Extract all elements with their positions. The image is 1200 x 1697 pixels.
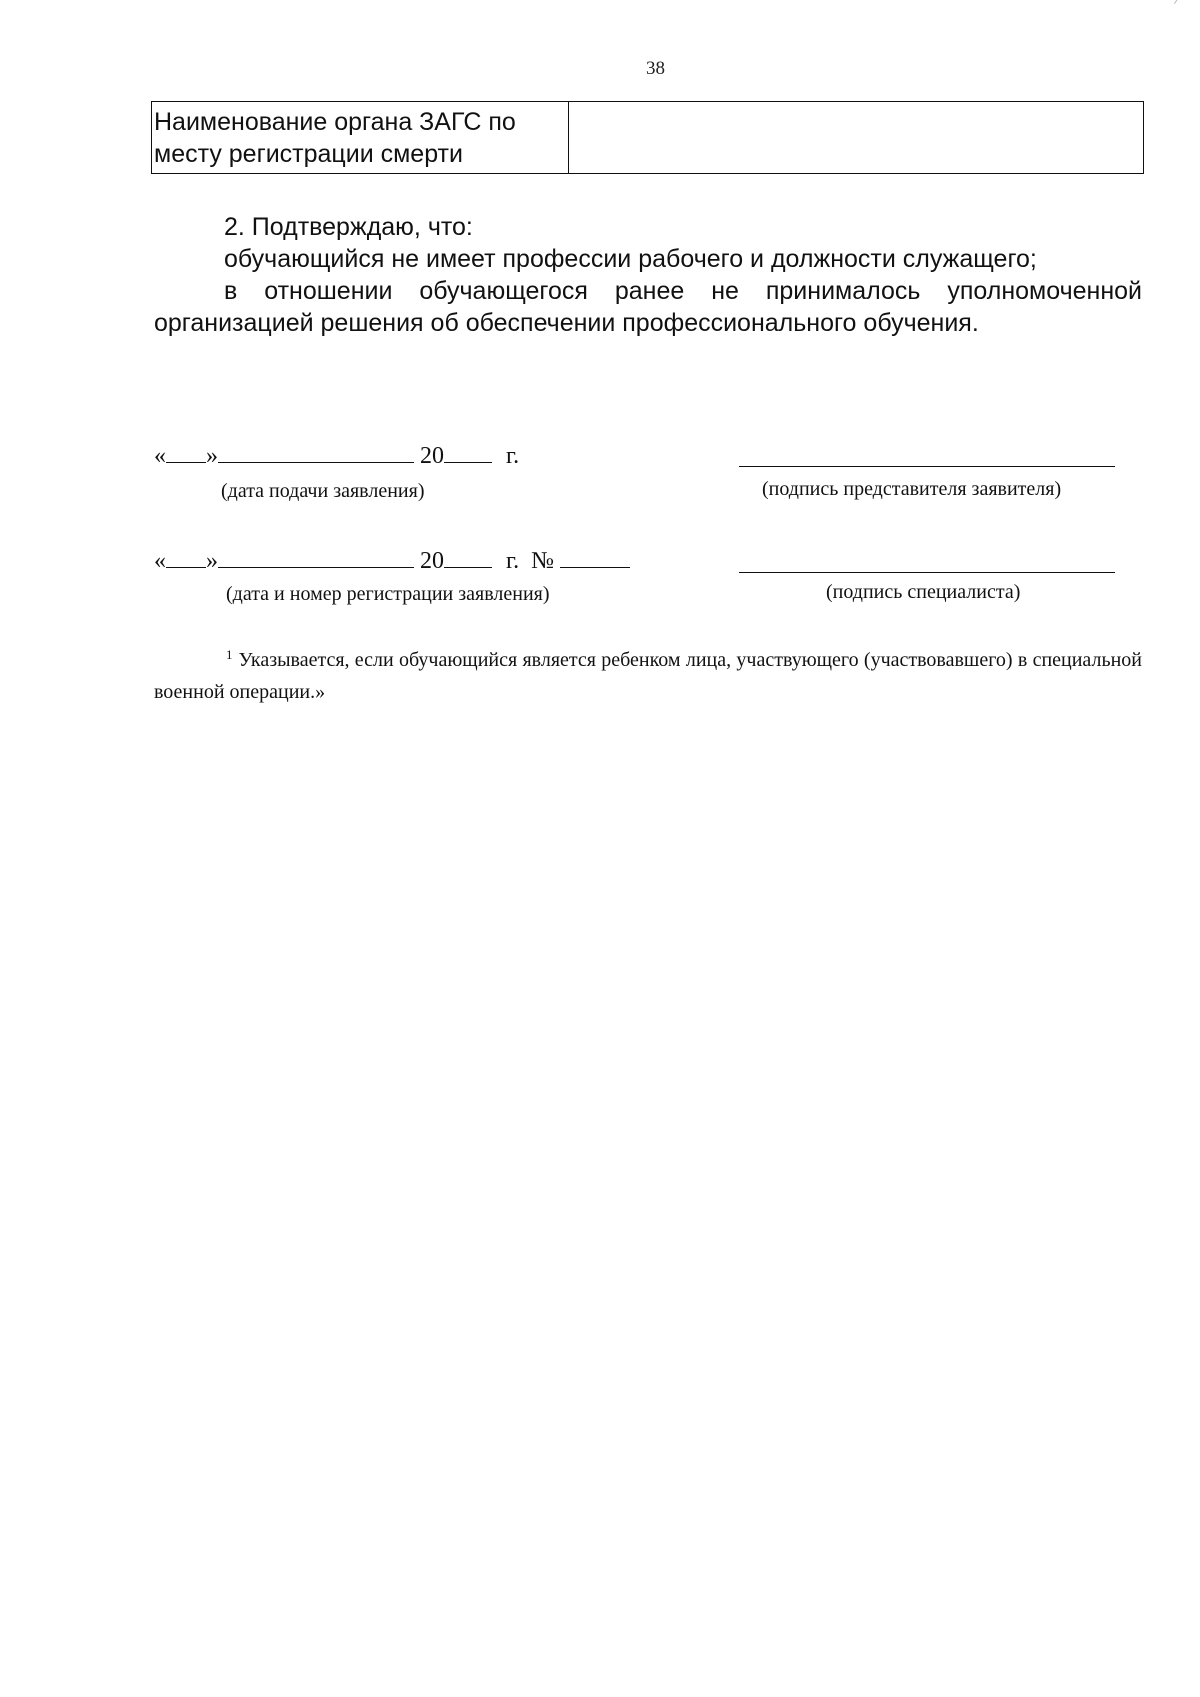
- confirmation-item-no-prior-decision: в отношении обучающегося ранее не принималось уполномоченной организацией решения об обеспечении профессионального обучения.: [154, 277, 1142, 337]
- footnote-text: Указывается, если обучающийся является ребенком лица, участвующего (участвовавшего) в специальной военной операции.»: [154, 649, 1142, 703]
- registry-office-table: [151, 101, 1144, 174]
- open-quote: «: [154, 443, 166, 469]
- registration-date-line: [154, 545, 630, 575]
- specialist-signature-caption: (подпись специалиста): [826, 581, 1021, 603]
- number-sign: №: [531, 548, 555, 574]
- confirmation-item-no-profession: обучающийся не имеет профессии рабочего и должности служащего;: [224, 245, 1037, 273]
- month-blank[interactable]: [218, 440, 414, 463]
- year-suffix: г.: [506, 443, 520, 469]
- close-quote: »: [206, 548, 218, 574]
- application-date-caption: (дата подачи заявления): [221, 480, 425, 502]
- registry-office-label: Наименование органа ЗАГС по месту регистрации смерти: [152, 102, 569, 174]
- scan-artifact: [1174, 0, 1183, 7]
- year-blank[interactable]: [444, 440, 492, 463]
- year-blank[interactable]: [444, 545, 492, 568]
- month-blank[interactable]: [218, 545, 414, 568]
- close-quote: »: [206, 443, 218, 469]
- year-prefix: 20: [420, 548, 444, 574]
- application-date-line: [154, 440, 519, 470]
- footnote: [154, 639, 1142, 708]
- representative-signature-line[interactable]: [739, 466, 1115, 467]
- confirmation-heading: 2. Подтверждаю, что:: [224, 213, 473, 241]
- year-prefix: 20: [420, 443, 444, 469]
- representative-signature-caption: (подпись представителя заявителя): [762, 478, 1062, 500]
- open-quote: «: [154, 548, 166, 574]
- registration-number-blank[interactable]: [560, 545, 630, 568]
- confirmation-section: [154, 211, 1142, 339]
- table-row: [152, 102, 1144, 174]
- registration-date-caption: (дата и номер регистрации заявления): [226, 583, 550, 605]
- specialist-signature-line[interactable]: [739, 572, 1115, 573]
- page-number: 38: [646, 58, 665, 79]
- day-blank[interactable]: [166, 545, 206, 568]
- footnote-marker: 1: [226, 647, 233, 662]
- year-suffix: г.: [506, 548, 520, 574]
- registry-office-value-field[interactable]: [569, 102, 1144, 174]
- day-blank[interactable]: [166, 440, 206, 463]
